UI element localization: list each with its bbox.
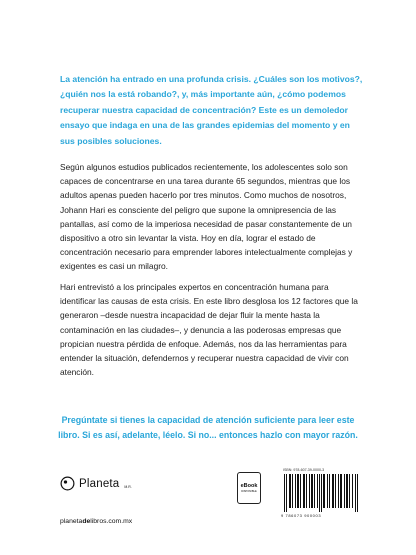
planeta-globe-icon	[60, 476, 75, 491]
publisher-logo	[60, 476, 132, 491]
url-prefix: planeta	[60, 518, 83, 525]
barcode-number: 9 786073 900003	[281, 513, 322, 518]
url-suffix: libros.com.mx	[90, 518, 133, 525]
call-to-action: Pregúntate si tienes la capacidad de atención suficiente para leer este libro. Si es así, adelante, léelo. Si no... entonces hazlo con mayor razón.	[58, 415, 358, 441]
isbn-label: ISBN: 978-607-39-0000-3	[283, 468, 325, 472]
publisher-name: Planeta	[79, 477, 120, 490]
ebook-title: eBook	[240, 483, 258, 489]
description-paragraph-1: Según algunos estudios publicados recientemente, los adolescentes solo son capaces de concentrarse en una tarea durante 65 segundos, mientras que los adultos apenas pueden hacerlo por tres minutos. Como muchos de nosotros, Johann Hari es consciente del peligro que supone la omnipresencia de las pantallas, así como de la imperiosa necesidad de pasar constantemente de un dispositivo a otro sin levantar la vista. Hoy en día, lograr el estado de concentración necesario para emprender labores intelectualmente complejas y exigentes es casi un milagro.	[60, 162, 353, 272]
publisher-url[interactable]	[60, 518, 132, 525]
description-paragraph-2: Hari entrevistó a los principales expertos en concentración humana para identificar las causas de esta crisis. En este libro desglosa los 12 factores que la generaron –desde nuestra incapacidad de dejar fluir la mente hasta la contaminación en las ciudades–, y denuncia a las poderosas empresas que propician nuestra pérdida de enfoque. Además, nos da las herramientas para entender la situación, defendernos y recuperar nuestra capacidad de vivir con atención.	[60, 282, 358, 378]
blurb-highlight: La atención ha entrado en una profunda crisis. ¿Cuáles son los motivos?, ¿quién nos la está robando?, y, más importante aún, ¿cómo podemos recuperar nuestra capacidad de concentración? Este es un demoledor ensayo que indaga en una de las grandes epidemias del momento y en sus posibles soluciones.	[60, 74, 363, 146]
url-bold: de	[82, 518, 91, 525]
ebook-badge	[237, 472, 261, 504]
ebook-subtitle: DISPONIBLE	[241, 490, 257, 493]
isbn-barcode	[282, 474, 360, 512]
publisher-trademark: M.R.	[124, 485, 132, 489]
